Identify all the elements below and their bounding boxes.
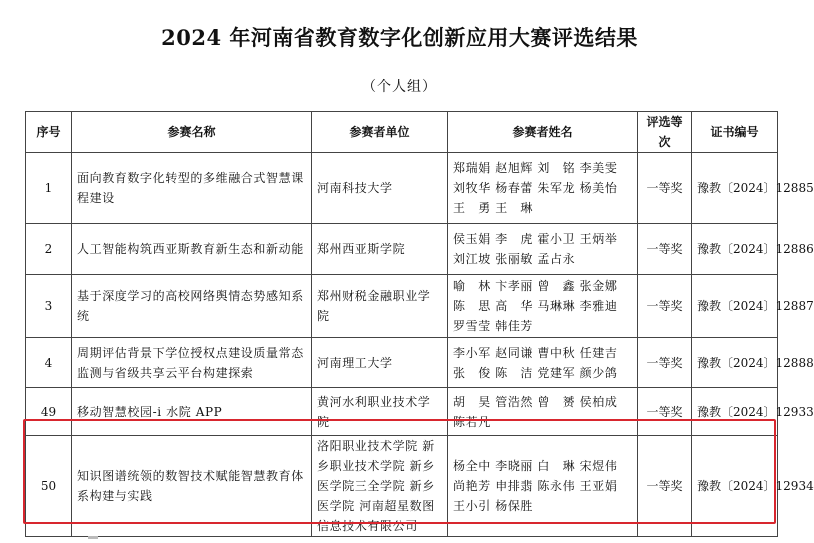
row-names: 喻 林 卞孝丽 曾 鑫 张金娜 陈 思 高 华 马琳琳 李雅迪 罗雪莹 韩佳芳 (448, 275, 638, 338)
table-row (26, 388, 778, 436)
row-seq: 49 (26, 388, 72, 436)
table-row (26, 153, 778, 224)
row-award: 一等奖 (638, 338, 692, 388)
header-award: 评选等次 (638, 112, 692, 153)
row-entry: 移动智慧校园-i 水院 APP (72, 388, 312, 436)
row-unit: 河南科技大学 (312, 153, 448, 224)
row-seq: 4 (26, 338, 72, 388)
row-names: 杨全中 李晓丽 白 琳 宋煜伟 尚艳芳 申排翡 陈永伟 王亚娟 王小引 杨保胜 (448, 436, 638, 537)
row-names: 郑瑞娟 赵旭辉 刘 铭 李美雯 刘牧华 杨春蕾 朱军龙 杨美怡 王 勇 王 琳 (448, 153, 638, 224)
row-names: 胡 昊 管浩然 曾 赟 侯柏成 陈若凡 (448, 388, 638, 436)
results-table (25, 111, 814, 537)
header-unit: 参赛者单位 (312, 112, 448, 153)
row-award: 一等奖 (638, 153, 692, 224)
row-unit: 洛阳职业技术学院 新乡职业技术学院 新乡医学院三全学院 新乡医学院 河南超星数图信息技术有限公司 (312, 436, 448, 537)
row-entry: 人工智能构筑西亚斯教育新生态和新动能 (72, 224, 312, 275)
row-cert: 豫教〔2024〕12933 (692, 388, 778, 436)
row-award: 一等奖 (638, 388, 692, 436)
header-cert: 证书编号 (692, 112, 778, 153)
row-unit: 郑州财税金融职业学院 (312, 275, 448, 338)
row-award: 一等奖 (638, 224, 692, 275)
row-seq: 3 (26, 275, 72, 338)
document-title: 2024 年河南省教育数字化创新应用大赛评选结果 (161, 25, 638, 50)
header-names: 参赛者姓名 (448, 112, 638, 153)
row-cert: 豫教〔2024〕12885 (692, 153, 778, 224)
row-unit: 黄河水利职业技术学院 (312, 388, 448, 436)
row-cert: 豫教〔2024〕12888 (692, 338, 778, 388)
header-entry: 参赛名称 (72, 112, 312, 153)
row-entry: 周期评估背景下学位授权点建设质量常态监测与省级共享云平台构建探索 (72, 338, 312, 388)
document-subtitle: （个人组） (362, 79, 437, 95)
table-row (26, 338, 778, 388)
row-cert: 豫教〔2024〕12887 (692, 275, 778, 338)
row-entry: 面向教育数字化转型的多维融合式智慧课程建设 (72, 153, 312, 224)
row-seq: 2 (26, 224, 72, 275)
row-seq: 50 (26, 436, 72, 537)
header-seq: 序号 (26, 112, 72, 153)
row-award: 一等奖 (638, 436, 692, 537)
table-row (26, 224, 778, 275)
row-entry: 知识图谱统领的数智技术赋能智慧教育体系构建与实践 (72, 436, 312, 537)
table-row (26, 436, 778, 537)
row-names: 李小军 赵同谦 曹中秋 任建吉 张 俊 陈 洁 党建军 颜少鸽 (448, 338, 638, 388)
row-names: 侯玉娟 李 虎 霍小卫 王炳举 刘江坡 张丽敏 孟占永 (448, 224, 638, 275)
table-row (26, 275, 778, 338)
page-edge-mark (88, 536, 98, 539)
row-unit: 河南理工大学 (312, 338, 448, 388)
row-cert: 豫教〔2024〕12886 (692, 224, 778, 275)
row-award: 一等奖 (638, 275, 692, 338)
row-seq: 1 (26, 153, 72, 224)
table-header-row (26, 112, 778, 153)
row-cert: 豫教〔2024〕12934 (692, 436, 778, 537)
row-unit: 郑州西亚斯学院 (312, 224, 448, 275)
row-entry: 基于深度学习的高校网络舆情态势感知系统 (72, 275, 312, 338)
